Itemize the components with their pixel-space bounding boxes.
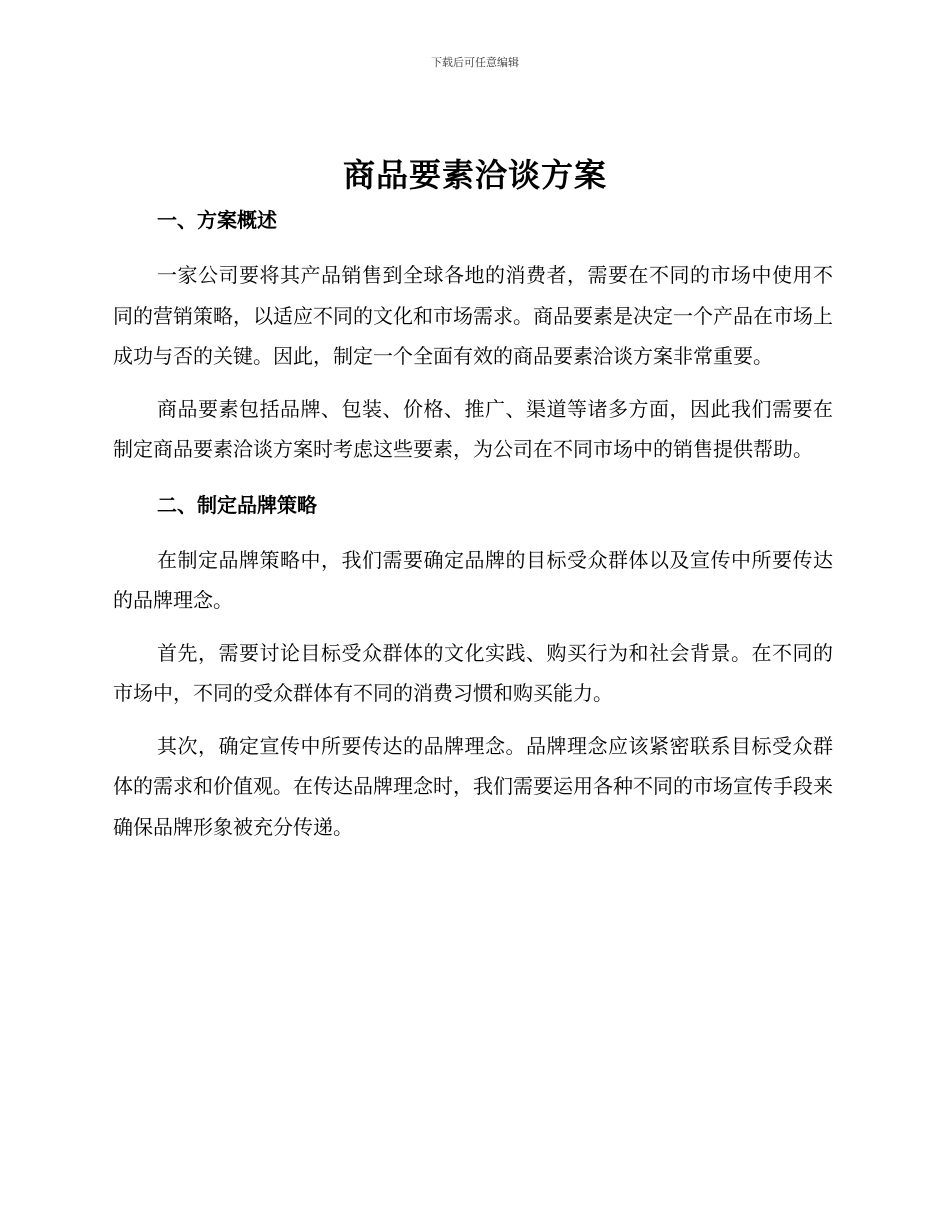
paragraph: 首先，需要讨论目标受众群体的文化实践、购买行为和社会背景。在不同的市场中，不同的受众群体有不同的消费习惯和购买能力。: [113, 640, 833, 705]
document-body: [113, 205, 833, 847]
paragraph: 其次，确定宣传中所要传达的品牌理念。品牌理念应该紧密联系目标受众群体的需求和价值观。在传达品牌理念时，我们需要运用各种不同的市场宣传手段来确保品牌形象被充分传递。: [113, 733, 833, 839]
section-heading: 二、制定品牌策略: [157, 492, 317, 517]
document-title: 商品要素洽谈方案: [342, 156, 607, 194]
header-note: 下载后可任意编辑: [431, 56, 519, 69]
paragraph: 一家公司要将其产品销售到全球各地的消费者，需要在不同的市场中使用不同的营销策略，以适应不同的文化和市场需求。商品要素是决定一个产品在市场上成功与否的关键。因此，制定一个全面有效的商品要素洽谈方案非常重要。: [113, 263, 833, 368]
paragraph: 在制定品牌策略中，我们需要确定品牌的目标受众群体以及宣传中所要传达的品牌理念。: [113, 547, 833, 612]
section-heading: 一、方案概述: [157, 208, 277, 232]
section-overview: [113, 205, 833, 470]
paragraph: 商品要素包括品牌、包装、价格、推广、渠道等诸多方面，因此我们需要在制定商品要素洽谈方案时考虑这些要素，为公司在不同市场中的销售提供帮助。: [113, 396, 833, 461]
section-brand-strategy: [113, 490, 833, 848]
